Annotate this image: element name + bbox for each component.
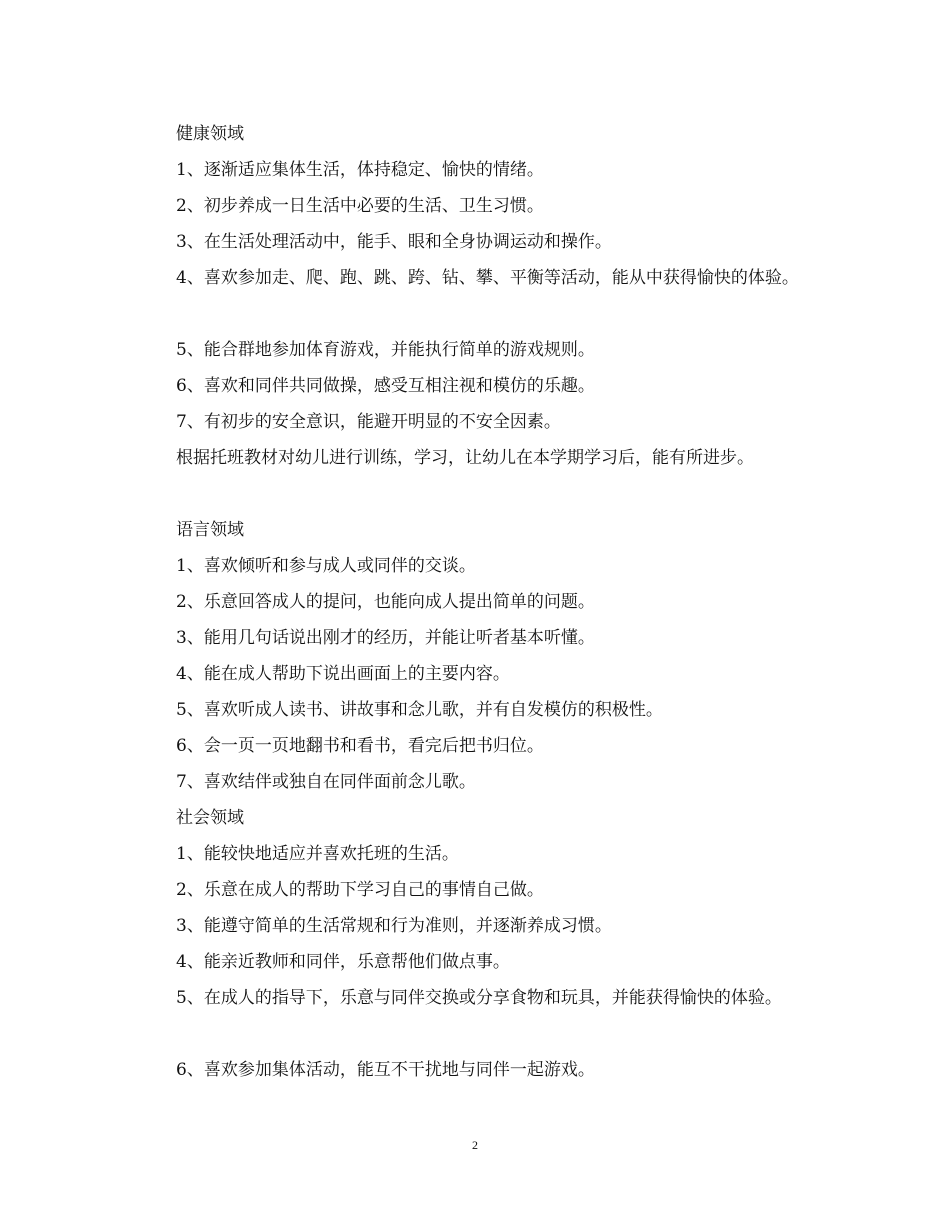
language-item-2: 2、乐意回答成人的提问，也能向成人提出简单的问题。 bbox=[176, 592, 595, 612]
language-item-7: 7、喜欢结伴或独自在同伴面前念儿歌。 bbox=[176, 772, 476, 792]
heading-language: 语言领域 bbox=[176, 520, 244, 540]
health-item-7: 7、有初步的安全意识，能避开明显的不安全因素。 bbox=[176, 412, 561, 432]
health-item-3: 3、在生活处理活动中，能手、眼和全身协调运动和操作。 bbox=[176, 232, 612, 252]
language-item-3: 3、能用几句话说出刚才的经历，并能让听者基本听懂。 bbox=[176, 628, 595, 648]
language-item-4: 4、能在成人帮助下说出画面上的主要内容。 bbox=[176, 664, 510, 684]
health-item-4: 4、喜欢参加走、爬、跑、跳、跨、钻、攀、平衡等活动，能从中获得愉快的体验。 bbox=[176, 268, 799, 288]
health-item-2: 2、初步养成一日生活中必要的生活、卫生习惯。 bbox=[176, 196, 544, 216]
health-item-5: 5、能合群地参加体育游戏，并能执行简单的游戏规则。 bbox=[176, 340, 595, 360]
social-item-6: 6、喜欢参加集体活动，能互不干扰地与同伴一起游戏。 bbox=[176, 1060, 595, 1080]
health-item-6: 6、喜欢和同伴共同做操，感受互相注视和模仿的乐趣。 bbox=[176, 376, 595, 396]
social-item-1: 1、能较快地适应并喜欢托班的生活。 bbox=[176, 844, 459, 864]
social-item-3: 3、能遵守简单的生活常规和行为准则，并逐渐养成习惯。 bbox=[176, 916, 612, 936]
language-item-1: 1、喜欢倾听和参与成人或同伴的交谈。 bbox=[176, 556, 476, 576]
social-item-5: 5、在成人的指导下，乐意与同伴交换或分享食物和玩具，并能获得愉快的体验。 bbox=[176, 988, 782, 1008]
page-number: 2 bbox=[472, 1138, 478, 1152]
training-paragraph: 根据托班教材对幼儿进行训练，学习，让幼儿在本学期学习后，能有所进步。 bbox=[176, 448, 754, 468]
heading-social: 社会领域 bbox=[176, 808, 244, 828]
health-item-1: 1、逐渐适应集体生活，体持稳定、愉快的情绪。 bbox=[176, 160, 544, 180]
heading-health: 健康领域 bbox=[176, 124, 244, 144]
language-item-5: 5、喜欢听成人读书、讲故事和念儿歌，并有自发模仿的积极性。 bbox=[176, 700, 663, 720]
social-item-4: 4、能亲近教师和同伴，乐意帮他们做点事。 bbox=[176, 952, 510, 972]
language-item-6: 6、会一页一页地翻书和看书，看完后把书归位。 bbox=[176, 736, 544, 756]
social-item-2: 2、乐意在成人的帮助下学习自己的事情自己做。 bbox=[176, 880, 544, 900]
